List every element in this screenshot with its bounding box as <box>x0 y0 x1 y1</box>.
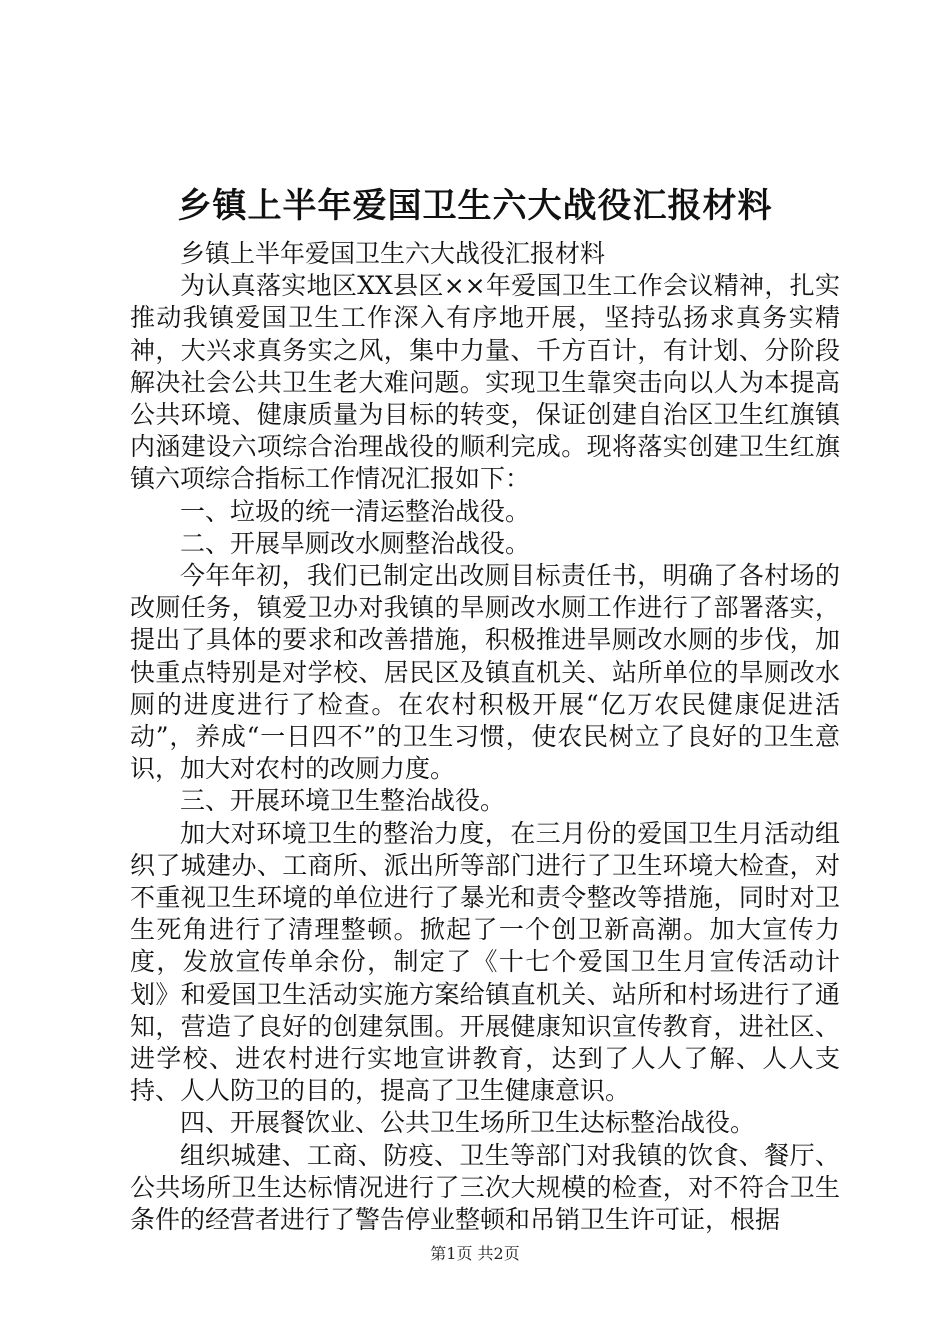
heading-section-4: 四、开展餐饮业、公共卫生场所卫生达标整治战役。 <box>180 1108 756 1138</box>
paragraph-subtitle: 乡镇上半年爱国卫生六大战役汇报材料 <box>180 239 606 268</box>
paragraph-section-4-body: 组织城建、工商、防疫、卫生等部门对我镇的饮食、餐厅、公共场所卫生达标情况进行了三次大规模的检查，对不符合卫生条件的经营者进行了警告停业整顿和吊销卫生许可证，根据 <box>130 1140 840 1235</box>
document-body <box>130 238 840 1236</box>
heading-section-1: 一、垃圾的统一清运整治战役。 <box>180 496 531 526</box>
heading-section-2: 二、开展旱厕改水厕整治战役。 <box>180 528 531 558</box>
paragraph-section-3-body: 加大对环境卫生的整治力度，在三月份的爱国卫生月活动组织了城建办、工商所、派出所等部门进行了卫生环境大检查，对不重视卫生环境的单位进行了暴光和责令整改等措施，同时对卫生死角进行了清理整顿。掀起了一个创卫新高潮。加大宣传力度，发放宣传单余份，制定了《十七个爱国卫生月宣传活动计划》和爱国卫生活动实施方案给镇直机关、站所和村场进行了通知，营造了良好的创建氛围。开展健康知识宣传教育，进社区、进学校、进农村进行实地宣讲教育，达到了人人了解、人人支持、人人防卫的目的，提高了卫生健康意识。 <box>130 818 840 1106</box>
page-footer: 第1页 共2页 <box>430 1244 520 1263</box>
document-title: 乡镇上半年爱国卫生六大战役汇报材料 <box>177 186 773 226</box>
heading-section-3: 三、开展环境卫生整治战役。 <box>180 786 506 816</box>
paragraph-section-2-body: 今年年初，我们已制定出改厕目标责任书，明确了各村场的改厕任务，镇爱卫办对我镇的旱厕改水厕工作进行了部署落实，提出了具体的要求和改善措施，积极推进旱厕改水厕的步伐，加快重点特别是对学校、居民区及镇直机关、站所单位的旱厕改水厕的进度进行了检查。在农村积极开展“亿万农民健康促进活动”，养成“一日四不”的卫生习惯，使农民树立了良好的卫生意识，加大对农村的改厕力度。 <box>130 561 840 784</box>
paragraph-intro: 为认真落实地区XX县区××年爱国卫生工作会议精神，扎实推动我镇爱国卫生工作深入有序地开展，坚持弘扬求真务实精神，大兴求真务实之风，集中力量、千方百计，有计划、分阶段解决社会公共卫生老大难问题。实现卫生靠突击向以人为本提高公共环境、健康质量为目标的转变，保证创建自治区卫生红旗镇内涵建设六项综合治理战役的顺利完成。现将落实创建卫生红旗镇六项综合指标工作情况汇报如下： <box>130 271 840 494</box>
